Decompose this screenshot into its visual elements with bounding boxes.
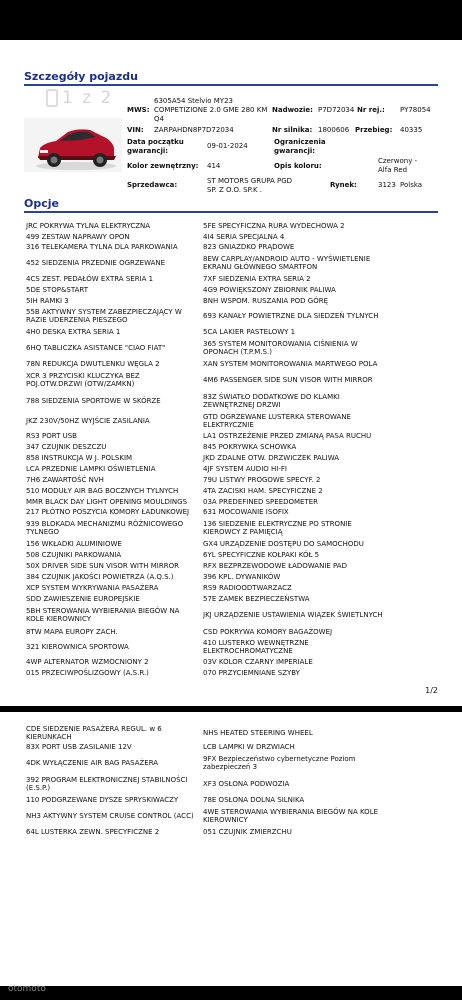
option-item-left: CDE SIEDZENIE PASAŻERA REGUL. w 6 KIERUNKACH bbox=[26, 724, 162, 741]
option-item-left: 156 WKŁADKI ALUMINIOWE bbox=[26, 539, 122, 548]
nr-rej-label: Nr rej.: bbox=[357, 106, 385, 114]
option-item-left: MMR BLACK DAY LIGHT OPENING MOULDINGS bbox=[26, 497, 188, 506]
option-item-right: 5FE SPECYFICZNA RURA WYDECHOWA 2 bbox=[203, 221, 345, 230]
mws-label: MWS: bbox=[127, 106, 150, 114]
option-item-right: 4M6 PASSENGER SIDE SUN VISOR WITH MIRROR bbox=[203, 375, 373, 384]
option-item-left: 4WP ALTERNATOR WZMOCNIONY 2 bbox=[26, 657, 149, 666]
option-item-left: 78N REDUKCJA DWUTLENKU WĘGLA 2 bbox=[26, 359, 160, 368]
document-page-2 bbox=[0, 712, 462, 986]
option-item-left: 499 ZESTAW NAPRAWY OPON bbox=[26, 232, 130, 241]
option-item-left: 7H6 ZAWARTOŚĆ NVH bbox=[26, 475, 104, 484]
przebieg-label: Przebieg: bbox=[355, 126, 393, 134]
option-item-left: 452 SIEDZENIA PRZEDNIE OGRZEWANE bbox=[26, 258, 166, 267]
option-item-right: NHS HEATED STEERING WHEEL bbox=[203, 728, 313, 737]
options-title: Opcje bbox=[24, 197, 59, 210]
option-item-left: XCP SYSTEM WYKRYWANIA PASAŻERA bbox=[26, 583, 159, 592]
option-item-right: 78E OSŁONA DOLNA SILNIKA bbox=[203, 795, 305, 804]
option-item-left: 316 TELEKAMERA TYLNA DLA PARKOWANIA bbox=[26, 243, 178, 251]
option-item-left: JRC POKRYWA TYLNA ELEKTRYCZNA bbox=[26, 221, 151, 230]
option-item-left: 5IH RAMKI 3 bbox=[26, 296, 69, 305]
option-item-right: 4JF SYSTEM AUDIO HI-FI bbox=[203, 464, 287, 473]
nadwozie-label: Nadwozie: bbox=[272, 106, 313, 114]
model-code: 6305A54 Stelvio MY23 bbox=[154, 97, 233, 105]
option-item-right: 03A PREDEFINED SPEEDOMETER bbox=[203, 497, 319, 506]
option-item-right: JKJ URZĄDZENIE USTAWIENIA WIĄZEK ŚWIETLNYCH bbox=[203, 611, 383, 619]
option-item-right: 57E ZAMEK BEZPIECZEŃSTWA bbox=[203, 594, 310, 603]
opis-koloru-label: Opis koloru: bbox=[274, 162, 322, 170]
option-item-right: 79U LISTWY PROGOWE SPECYF. 2 bbox=[203, 475, 321, 484]
option-item-right: 6YL SPECYFICZNE KOŁPAKI KÓŁ 5 bbox=[203, 550, 320, 559]
option-item-right: 631 MOCOWANIE ISOFIX bbox=[203, 508, 289, 516]
option-item-left: 5BH STEROWANIA WYBIERANIA BIEGÓW NA KOLE KIEROWNICY bbox=[26, 607, 180, 623]
option-item-left: 392 PROGRAM ELEKTRONICZNEJ STABILNOŚCI (E.S.P.) bbox=[26, 775, 188, 792]
option-item-left: XCR 3 PRZYCISKI KLUCZYKA BEZ POJ.OTW.DRZWI (OTW/ZAMKN) bbox=[26, 371, 140, 388]
option-item-left: 64L LUSTERKA ZEWN. SPECYFICZNE 2 bbox=[26, 827, 160, 836]
option-item-right: CSD POKRYWA KOMORY BAGAŻOWEJ bbox=[203, 627, 333, 636]
option-item-right: 03V KOLOR CZARNY IMPERIALE bbox=[203, 657, 313, 666]
option-item-right: 83Z ŚWIATŁO DODATKOWE DO KLAMKI ZEWNĘTRZNEJ DRZWI bbox=[203, 392, 340, 409]
rynek-label: Rynek: bbox=[330, 181, 357, 189]
ograniczenia-label: Ograniczenia gwarancji: bbox=[274, 138, 326, 155]
option-item-left: 4H0 DESKA EXTRA SERIA 1 bbox=[26, 327, 121, 336]
option-item-right: 4I4 SERIA SPECJALNA 4 bbox=[203, 232, 285, 241]
opis-koloru-value: Czerwony - Alfa Red bbox=[378, 157, 418, 174]
option-item-right: 845 POKRYWKA SCHOWKA bbox=[203, 442, 297, 451]
option-item-left: 321 KIEROWNICA SPORTOWA bbox=[26, 642, 129, 651]
option-item-left: 110 PODGRZEWANE DYSZE SPRYSKIWACZY bbox=[26, 795, 179, 804]
option-item-left: 5DE STOP&START bbox=[26, 285, 88, 294]
option-item-left: 508 CZUJNIKI PARKOWANIA bbox=[26, 550, 122, 559]
option-item-left: 015 PRZECIWPOŚLIZGOWY (A.S.R.) bbox=[26, 668, 149, 677]
option-item-right: XAN SYSTEM MONITOROWANIA MARTWEGO POLA bbox=[203, 359, 378, 368]
option-item-right: 410 LUSTERKO WEWNĘTRZNE ELEKTROCHROMATYCZNE bbox=[203, 638, 309, 655]
option-item-right: RS9 RADIOODTWARZACZ bbox=[203, 583, 292, 592]
nr-silnika-label: Nr silnika: bbox=[272, 126, 313, 134]
option-item-left: 788 SIEDZENIA SPORTOWE W SKÓRZE bbox=[26, 396, 161, 405]
title-rule bbox=[24, 84, 438, 86]
option-item-left: 6HQ TABLICZKA ASISTANCE "CIAO FIAT" bbox=[26, 343, 166, 352]
page-number: 1/2 bbox=[425, 686, 438, 695]
option-item-right: 5CA LAKIER PASTELOWY 1 bbox=[203, 327, 296, 336]
option-item-right: 051 CZUJNIK ZMIERZCHU bbox=[203, 827, 292, 836]
rynek-value: 3123 bbox=[378, 181, 396, 189]
option-item-left: NH3 AKTYWNY SYSTEM CRUISE CONTROL (ACC) bbox=[26, 811, 194, 820]
option-item-right: 4WE STEROWANIA WYBIERANIA BIEGÓW NA KOLE KIEROWNICY bbox=[203, 807, 379, 824]
option-item-left: SDD ZAWIESZENIE EUROPEJSKIE bbox=[26, 594, 140, 603]
kolor-value: 414 bbox=[207, 162, 221, 170]
data-gwarancji-label: Data początku gwarancji: bbox=[127, 138, 184, 155]
option-item-right: 823 GNIAZDKO PRĄDOWE bbox=[203, 243, 295, 251]
option-item-right: 693 KANAŁY POWIETRZNE DLA SIEDZEŃ TYLNYCH bbox=[203, 312, 379, 320]
car-illustration bbox=[24, 118, 122, 172]
nr-silnika-value: 1800606 bbox=[318, 126, 350, 134]
sprzedawca-value: ST MOTORS GRUPA PGD SP. Z O.O. SP.K . bbox=[207, 177, 293, 194]
option-item-left: 4DK WYŁĄCZENIE AIR BAG PASAŻERA bbox=[26, 758, 159, 767]
option-item-right: 365 SYSTEM MONITOROWANIA CIŚNIENIA W OPONACH (T.P.M.S.) bbox=[203, 339, 358, 356]
watermark-logo: otomoto bbox=[8, 984, 46, 994]
kolor-label: Kolor zewnętrzny: bbox=[127, 162, 199, 170]
option-item-right: JKD ZDALNE OTW. DRZWICZEK PALIWA bbox=[203, 453, 340, 462]
option-item-right: 4G9 POWIĘKSZONY ZBIORNIK PALIWA bbox=[203, 285, 336, 294]
option-item-right: 396 KPL. DYWANIKÓW bbox=[203, 572, 281, 581]
vin-label: VIN: bbox=[127, 126, 144, 134]
option-item-left: 8TW MAPA EUROPY ZACH. bbox=[26, 627, 118, 636]
option-item-right: RFX BEZPRZEWODOWE ŁADOWANIE PAD bbox=[203, 561, 347, 570]
option-item-right: GX4 URZĄDZENIE DOSTĘPU DO SAMOCHODU bbox=[203, 539, 364, 548]
nr-rej-value: PY78054 bbox=[400, 106, 431, 114]
option-item-left: RS3 PORT USB bbox=[26, 431, 77, 440]
nadwozie-value: P7D72034 bbox=[318, 106, 355, 114]
option-item-left: 939 BLOKADA MECHANIZMU RÓŻNICOWEGO TYLNEGO bbox=[26, 519, 184, 536]
option-item-right: 070 PRZYCIEMNIANE SZYBY bbox=[203, 668, 300, 677]
image-counter-text: 1 z 2 bbox=[62, 88, 114, 108]
option-item-right: 7XF SIEDZENIA EXTRA SERIA 2 bbox=[203, 274, 311, 283]
option-item-left: 83X PORT USB ZASILANIE 12V bbox=[26, 742, 132, 751]
options-rule bbox=[24, 211, 438, 213]
option-item-right: 9FX Bezpieczeństwo cybernetyczne Poziom zabezpieczeń 3 bbox=[203, 754, 356, 771]
option-item-right: GTD OGRZEWANE LUSTERKA STEROWANE ELEKTRYCZNIE bbox=[203, 412, 351, 429]
option-item-right: 8EW CARPLAY/ANDROID AUTO - WYŚWIETLENIE EKRANU GŁÓWNEGO SMARTFON bbox=[203, 254, 371, 271]
option-item-right: 4TA ZACISKI HAM. SPECYFICZNE 2 bbox=[203, 486, 323, 495]
przebieg-value: 40335 bbox=[400, 126, 423, 134]
option-item-left: 55B AKTYWNY SYSTEM ZABEZPIECZAJĄCY W RAZIE UDERZENIA PIESZEGO bbox=[26, 308, 182, 324]
option-item-left: 510 MODUŁY AIR BAG BOCZNYCH TYLNYCH bbox=[26, 486, 179, 495]
mws-value: COMPETIZIONE 2.0 GME 280 KM Q4 bbox=[154, 106, 268, 123]
option-item-right: LCB LAMPKI W DRZWIACH bbox=[203, 742, 295, 751]
option-item-left: JKZ 230V/50HZ WYJŚCIE ZASILANIA bbox=[26, 416, 150, 425]
option-item-right: 136 SIEDZENIE ELEKTRYCZNE PO STRONIE KIEROWCY Z PAMIĘCIĄ bbox=[203, 519, 352, 536]
car-image bbox=[24, 118, 122, 172]
sprzedawca-label: Sprzedawca: bbox=[127, 181, 178, 189]
option-item-left: 4CS ZEST. PEDAŁÓW EXTRA SERIA 1 bbox=[26, 274, 154, 283]
option-item-left: 858 INSTRUKCJA W J. POLSKIM bbox=[26, 453, 133, 462]
option-item-left: 384 CZUJNIK JAKOŚCI POWIETRZA (A.Q.S.) bbox=[26, 572, 174, 581]
document-page-1 bbox=[0, 40, 462, 706]
option-item-right: XF3 OSŁONA PODWOZIA bbox=[203, 779, 290, 788]
option-item-left: 217 PŁÓTNO POSZYCIA KOMORY ŁADUNKOWEJ bbox=[26, 508, 190, 516]
option-item-left: LCA PRZEDNIE LAMPKI OŚWIETLENIA bbox=[26, 464, 156, 473]
option-item-right: LA1 OSTRZEŻENIE PRZED ZMIANĄ PASA RUCHU bbox=[203, 431, 372, 440]
data-gwarancji-value: 09-01-2024 bbox=[207, 142, 248, 150]
option-item-left: 50X DRIVER SIDE SUN VISOR WITH MIRROR bbox=[26, 561, 179, 570]
option-item-right: BNH WSPOM. RUSZANIA POD GÓRĘ bbox=[203, 296, 329, 305]
kraj-value: Polska bbox=[400, 181, 423, 189]
vin-value: ZARPAHDN8P7D72034 bbox=[154, 126, 234, 134]
image-counter-overlay bbox=[46, 88, 122, 112]
option-item-left: 347 CZUJNIK DESZCZU bbox=[26, 442, 107, 451]
image-icon bbox=[46, 89, 58, 107]
vehicle-details-title: Szczegóły pojazdu bbox=[24, 70, 138, 83]
